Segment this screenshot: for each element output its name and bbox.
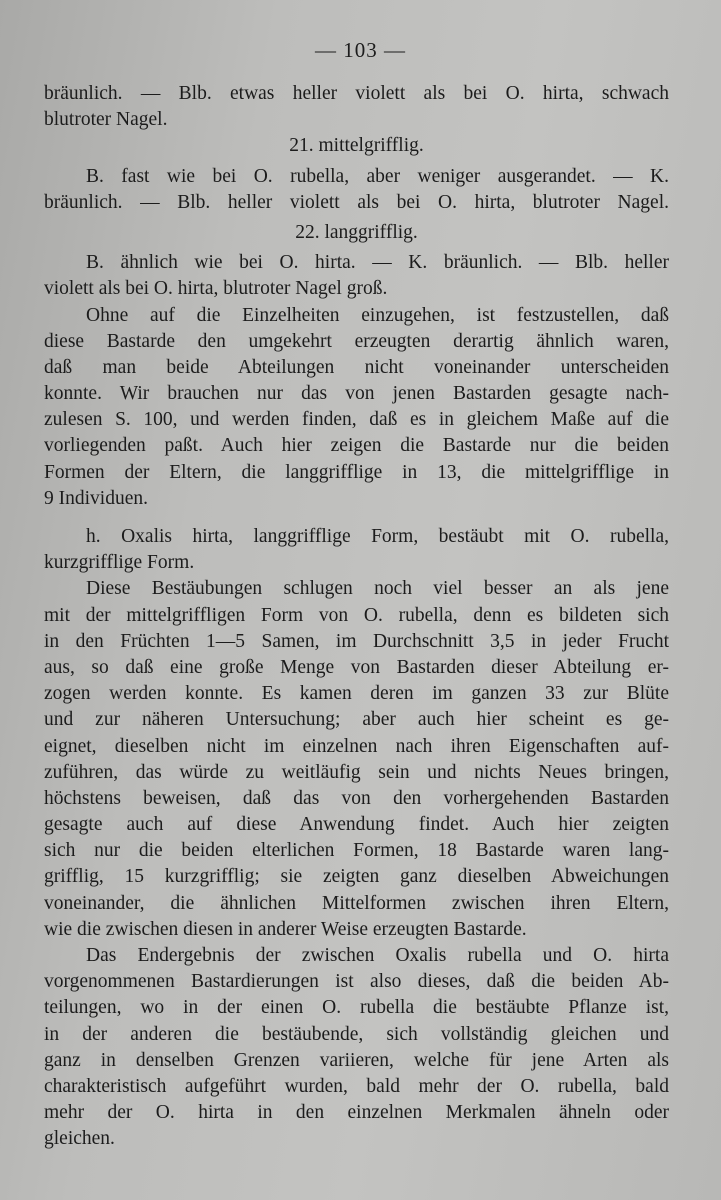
text-line: grifflig, 15 kurzgrifflig; sie zeigten ganz dieselben Abweichungen bbox=[44, 866, 669, 888]
text-line: Ohne auf die Einzelheiten einzugehen, ist festzustellen, daß bbox=[86, 304, 669, 326]
text-line: vorliegenden paßt. Auch hier zeigen die Bastarde nur die beiden bbox=[44, 435, 669, 457]
spacer bbox=[44, 512, 669, 524]
text-line: teilungen, wo in der einen O. rubella die bestäubte Pflanze ist, bbox=[44, 997, 669, 1019]
text-line: gleichen. bbox=[44, 1128, 115, 1150]
text-line: höchstens beweisen, daß das von den vorhergehenden Bastarden bbox=[44, 787, 669, 809]
text-line: zuführen, das würde zu weitläufig sein und nichts Neues bringen, bbox=[44, 761, 669, 783]
text-line: diese Bastarde den umgekehrt erzeugten derartig ähnlich waren, bbox=[44, 330, 669, 352]
text-line: zulesen S. 100, und werden finden, daß es in gleichem Maße auf die bbox=[44, 409, 669, 431]
text-line: Diese Bestäubungen schlugen noch viel besser an als jene bbox=[86, 578, 669, 600]
text-line: ganz in denselben Grenzen variieren, welche für jene Arten als bbox=[44, 1049, 669, 1071]
text-line: wie die zwischen diesen in anderer Weise erzeugten Bastarde. bbox=[44, 918, 527, 940]
section-heading-h-cont: kurzgrifflige Form. bbox=[44, 552, 195, 574]
text-line: bräunlich. — Blb. heller violett als bei O. hirta, blutroter Nagel. bbox=[44, 191, 669, 213]
section-heading-22: 22. langgrifflig. bbox=[295, 221, 418, 243]
page-number: — 103 — bbox=[315, 38, 406, 62]
section-heading-21: 21. mittelgrifflig. bbox=[289, 135, 424, 157]
text-line: zogen werden konnte. Es kamen deren im ganzen 33 zur Blüte bbox=[44, 683, 669, 705]
text-line: mit der mittelgriffligen Form von O. rubella, denn es bildeten sich bbox=[44, 604, 669, 626]
text-line: und zur näheren Untersuchung; aber auch hier scheint es ge- bbox=[44, 709, 669, 731]
text-line: 9 Individuen. bbox=[44, 487, 148, 509]
text-line: voneinander, die ähnlichen Mittelformen zwischen ihren Eltern, bbox=[44, 892, 669, 914]
text-line: daß man beide Abteilungen nicht voneinander unterscheiden bbox=[44, 356, 669, 378]
text-line: blutroter Nagel. bbox=[44, 109, 168, 131]
text-line: B. ähnlich wie bei O. hirta. — K. bräunlich. — Blb. heller bbox=[86, 252, 669, 274]
text-line: vorgenommenen Bastardierungen ist also dieses, daß die beiden Ab- bbox=[44, 971, 669, 993]
text-line: konnte. Wir brauchen nur das von jenen Bastarden gesagte nach- bbox=[44, 383, 669, 405]
text-line: Formen der Eltern, die langgrifflige in 13, die mittelgrifflige in bbox=[44, 461, 669, 483]
text-line: eignet, dieselben nicht im einzelnen nach ihren Eigenschaften auf- bbox=[44, 735, 669, 757]
text-line: Das Endergebnis der zwischen Oxalis rubella und O. hirta bbox=[86, 945, 669, 966]
text-line: B. fast wie bei O. rubella, aber weniger ausgerandet. — K. bbox=[86, 165, 669, 187]
text-line: gesagte auch auf diese Anwendung findet. Auch hier zeigten bbox=[44, 814, 669, 836]
text-line: in der anderen die bestäubende, sich vollständig gleichen und bbox=[44, 1023, 669, 1045]
text-line: sich nur die beiden elterlichen Formen, 18 Bastarde waren lang- bbox=[44, 840, 669, 862]
text-line: bräunlich. — Blb. etwas heller violett als bei O. hirta, schwach bbox=[44, 83, 669, 104]
text-line: charakteristisch aufgeführt wurden, bald mehr der O. rubella, bald bbox=[44, 1075, 669, 1097]
section-heading-h: h. Oxalis hirta, langgrifflige Form, bestäubt mit O. rubella, bbox=[86, 526, 669, 547]
text-line: violett als bei O. hirta, blutroter Nagel groß. bbox=[44, 278, 388, 300]
text-line: in den Früchten 1—5 Samen, im Durchschnitt 3,5 in jeder Frucht bbox=[44, 630, 669, 652]
text-line: mehr der O. hirta in den einzelnen Merkmalen ähneln oder bbox=[44, 1102, 669, 1124]
page-body bbox=[44, 81, 669, 1153]
text-line: aus, so daß eine große Menge von Bastarden dieser Abteilung er- bbox=[44, 656, 669, 678]
